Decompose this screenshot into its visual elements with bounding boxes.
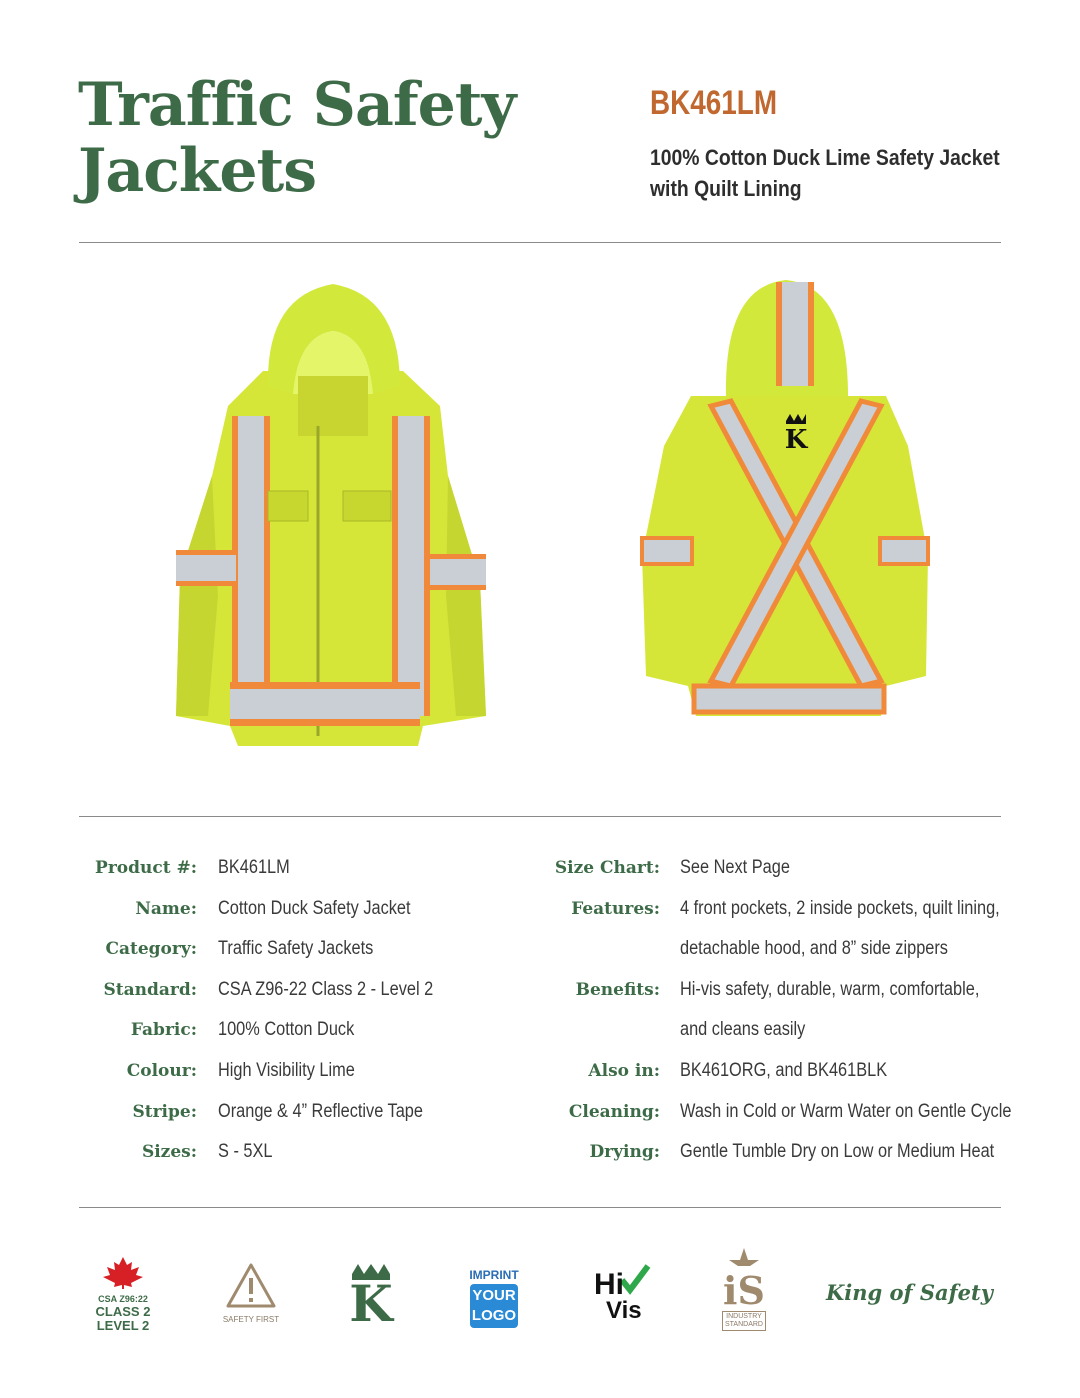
spec-row <box>540 1051 1060 1091</box>
is-letters: iS <box>723 1268 765 1313</box>
is-line-1: INDUSTRY <box>726 1313 762 1320</box>
spec-row <box>80 929 560 969</box>
maple-leaf-icon <box>101 1255 145 1289</box>
spec-label: Standard: <box>103 979 197 1000</box>
specs-left <box>80 848 560 1178</box>
hi-vis-vis: Vis <box>606 1297 642 1324</box>
back-jacket-image <box>636 276 936 756</box>
imprint-logo-badge <box>466 1268 522 1334</box>
spec-value: BK461ORG, and BK461BLK <box>680 1060 888 1081</box>
front-jacket-image <box>168 276 498 776</box>
spec-label: Category: <box>105 939 197 960</box>
spec-value: BK461LM <box>218 857 290 878</box>
spec-row <box>80 1132 560 1172</box>
spec-value: 100% Cotton Duck <box>218 1019 355 1041</box>
spec-value: See Next Page <box>680 857 790 878</box>
imprint-top: IMPRINT <box>469 1268 519 1282</box>
spec-row <box>80 889 560 929</box>
spec-row <box>80 1010 560 1050</box>
safety-first-label: SAFETY FIRST <box>222 1315 280 1324</box>
subtitle-line-2: with Quilt Lining <box>650 176 802 201</box>
k-brand-letter: K <box>349 1274 393 1333</box>
divider-top <box>79 242 1001 243</box>
warning-triangle-icon <box>225 1262 277 1310</box>
king-of-safety-brand: King of Safety <box>826 1280 993 1305</box>
spec-label: Name: <box>135 898 197 919</box>
spec-row <box>540 1010 1060 1050</box>
divider-middle <box>79 816 1001 817</box>
is-caption <box>722 1311 766 1331</box>
product-subtitle <box>650 142 1020 204</box>
spec-value: CSA Z96-22 Class 2 - Level 2 <box>218 978 434 1000</box>
specs-right <box>540 848 1060 1178</box>
csa-line-2: CLASS 2 <box>95 1304 151 1319</box>
spec-label: Size Chart: <box>554 858 660 878</box>
spec-row <box>80 1092 560 1132</box>
hi-vis-badge <box>592 1262 652 1328</box>
spec-value: Wash in Cold or Warm Water on Gentle Cycle <box>680 1100 1012 1122</box>
spec-label: Sizes: <box>141 1142 197 1163</box>
is-line-2: STANDARD <box>725 1321 763 1328</box>
spec-row <box>540 929 1060 969</box>
page-title <box>78 72 598 204</box>
subtitle-line-1: 100% Cotton Duck Lime Safety Jacket <box>650 145 1000 170</box>
spec-row <box>540 848 1060 888</box>
back-jacket-k-logo: K <box>784 425 808 455</box>
spec-label: Fabric: <box>130 1020 197 1041</box>
spec-label: Features: <box>571 898 660 919</box>
spec-row <box>80 970 560 1010</box>
spec-value: 4 front pockets, 2 inside pockets, quilt lining, <box>680 897 1000 919</box>
hi-vis-hi: Hi <box>594 1268 624 1301</box>
spec-value: S - 5XL <box>218 1141 273 1163</box>
spec-row <box>80 1051 560 1091</box>
csa-badge <box>88 1255 158 1340</box>
spec-label: Drying: <box>589 1142 660 1163</box>
imprint-box <box>470 1284 518 1328</box>
spec-value: Hi-vis safety, durable, warm, comfortable, <box>680 978 980 1000</box>
spec-value: and cleans easily <box>680 1019 806 1041</box>
industry-standard-badge <box>712 1248 776 1336</box>
title-line-1: Traffic Safety <box>78 70 516 140</box>
spec-row <box>540 970 1060 1010</box>
k-brand-logo <box>346 1262 396 1332</box>
spec-value: Traffic Safety Jackets <box>218 938 374 960</box>
spec-row <box>540 889 1060 929</box>
imprint-your: YOUR <box>472 1287 516 1304</box>
spec-value: Gentle Tumble Dry on Low or Medium Heat <box>680 1141 995 1163</box>
spec-row <box>540 1092 1060 1132</box>
safety-first-badge <box>218 1262 284 1332</box>
spec-label: Cleaning: <box>568 1101 660 1122</box>
spec-label: Colour: <box>126 1061 197 1081</box>
spec-label: Benefits: <box>575 979 660 1000</box>
spec-value: High Visibility Lime <box>218 1060 355 1081</box>
spec-value: detachable hood, and 8” side zippers <box>680 938 948 960</box>
spec-label: Product #: <box>95 858 197 878</box>
divider-bottom <box>79 1207 1001 1208</box>
spec-value: Orange & 4” Reflective Tape <box>218 1100 423 1122</box>
product-code: BK461LM <box>650 84 778 122</box>
spec-label: Also in: <box>588 1061 660 1081</box>
spec-row <box>80 848 560 888</box>
csa-line-1: CSA Z96:22 <box>98 1294 148 1304</box>
csa-line-3: LEVEL 2 <box>96 1318 150 1333</box>
imprint-logo: LOGO <box>471 1307 517 1324</box>
spec-value: Cotton Duck Safety Jacket <box>218 897 411 919</box>
title-line-2: Jackets <box>78 136 317 206</box>
spec-row <box>540 1132 1060 1172</box>
spec-label: Stripe: <box>132 1101 197 1122</box>
star-icon <box>729 1248 759 1266</box>
